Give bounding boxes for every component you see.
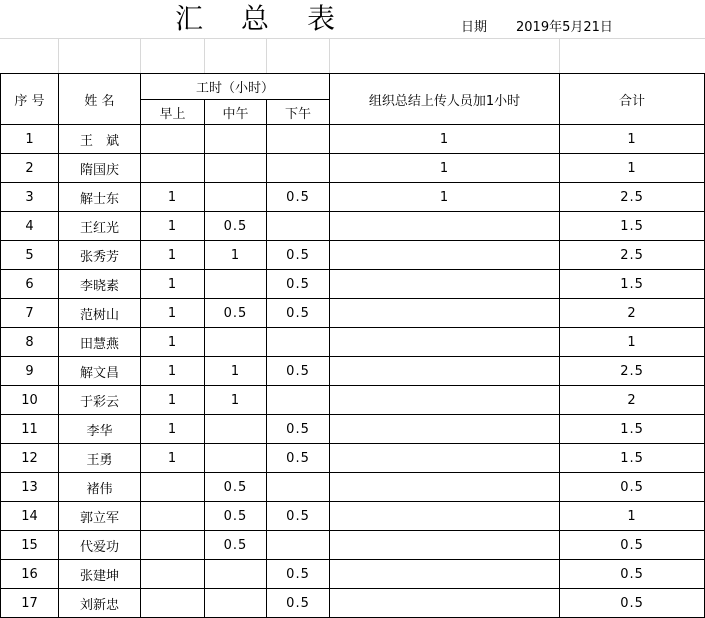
cell-seq[interactable]: 6: [1, 270, 59, 299]
cell-upload[interactable]: [330, 473, 560, 502]
gridline: [0, 38, 705, 39]
table-row: [1, 125, 705, 154]
cell-noon[interactable]: 0.5: [205, 299, 267, 328]
table-row: [1, 212, 705, 241]
cell-noon[interactable]: [205, 415, 267, 444]
cell-morning[interactable]: 1: [141, 328, 205, 357]
cell-upload[interactable]: [330, 531, 560, 560]
cell-name[interactable]: 王 斌: [59, 125, 141, 154]
cell-morning[interactable]: 1: [141, 444, 205, 473]
cell-total[interactable]: 1: [560, 154, 705, 183]
cell-upload[interactable]: [330, 357, 560, 386]
cell-upload[interactable]: [330, 270, 560, 299]
table-row: [1, 444, 705, 473]
cell-morning[interactable]: [141, 473, 205, 502]
table-row: [1, 473, 705, 502]
cell-morning[interactable]: 1: [141, 299, 205, 328]
cell-afternoon[interactable]: 0.5: [267, 444, 330, 473]
cell-total[interactable]: 2.5: [560, 357, 705, 386]
cell-noon[interactable]: 1: [205, 241, 267, 270]
cell-noon[interactable]: 0.5: [205, 212, 267, 241]
cell-total[interactable]: 2: [560, 386, 705, 415]
cell-upload[interactable]: [330, 444, 560, 473]
col-header-noon[interactable]: 中午: [205, 100, 267, 125]
cell-name[interactable]: 李华: [59, 415, 141, 444]
col-header-upload[interactable]: 组织总结上传人员加1小时: [330, 74, 560, 125]
cell-noon[interactable]: [205, 125, 267, 154]
cell-name[interactable]: 隋国庆: [59, 154, 141, 183]
cell-morning[interactable]: 1: [141, 241, 205, 270]
cell-seq[interactable]: 12: [1, 444, 59, 473]
cell-noon[interactable]: [205, 154, 267, 183]
cell-afternoon[interactable]: [267, 154, 330, 183]
table-row: [1, 183, 705, 212]
cell-afternoon[interactable]: [267, 473, 330, 502]
table-row: [1, 357, 705, 386]
cell-upload[interactable]: [330, 589, 560, 618]
cell-afternoon[interactable]: [267, 386, 330, 415]
page-title: 汇总表: [175, 2, 374, 35]
cell-total[interactable]: 0.5: [560, 473, 705, 502]
cell-name[interactable]: 郭立军: [59, 502, 141, 531]
table-row: [1, 415, 705, 444]
cell-name[interactable]: 代爱功: [59, 531, 141, 560]
cell-upload[interactable]: [330, 241, 560, 270]
cell-noon[interactable]: [205, 270, 267, 299]
col-header-name[interactable]: 姓 名: [59, 74, 141, 125]
cell-name[interactable]: 王红光: [59, 212, 141, 241]
gridline: [204, 38, 205, 73]
col-header-afternoon[interactable]: 下午: [267, 100, 330, 125]
cell-noon[interactable]: 0.5: [205, 473, 267, 502]
cell-seq[interactable]: 4: [1, 212, 59, 241]
cell-noon[interactable]: [205, 183, 267, 212]
cell-seq[interactable]: 16: [1, 560, 59, 589]
summary-table: [0, 73, 705, 618]
cell-morning[interactable]: [141, 531, 205, 560]
cell-noon[interactable]: 1: [205, 357, 267, 386]
col-header-hours[interactable]: 工时（小时）: [141, 74, 330, 100]
table-row: [1, 154, 705, 183]
cell-afternoon[interactable]: 0.5: [267, 299, 330, 328]
cell-name[interactable]: 张秀芳: [59, 241, 141, 270]
cell-name[interactable]: 范树山: [59, 299, 141, 328]
cell-afternoon[interactable]: 0.5: [267, 270, 330, 299]
cell-name[interactable]: 张建坤: [59, 560, 141, 589]
cell-name[interactable]: 田慧燕: [59, 328, 141, 357]
cell-total[interactable]: 2: [560, 299, 705, 328]
cell-seq[interactable]: 14: [1, 502, 59, 531]
cell-noon[interactable]: 0.5: [205, 531, 267, 560]
cell-upload[interactable]: 1: [330, 183, 560, 212]
cell-name[interactable]: 刘新忠: [59, 589, 141, 618]
cell-total[interactable]: 1.5: [560, 444, 705, 473]
cell-seq[interactable]: 10: [1, 386, 59, 415]
cell-upload[interactable]: [330, 212, 560, 241]
cell-noon[interactable]: [205, 444, 267, 473]
cell-afternoon[interactable]: 0.5: [267, 502, 330, 531]
gridline: [559, 38, 560, 73]
cell-total[interactable]: 0.5: [560, 560, 705, 589]
cell-afternoon[interactable]: [267, 328, 330, 357]
cell-afternoon[interactable]: 0.5: [267, 241, 330, 270]
cell-afternoon[interactable]: 0.5: [267, 357, 330, 386]
table-row: [1, 531, 705, 560]
cell-seq[interactable]: 3: [1, 183, 59, 212]
cell-morning[interactable]: 1: [141, 212, 205, 241]
cell-morning[interactable]: 1: [141, 357, 205, 386]
col-header-total[interactable]: 合计: [560, 74, 705, 125]
cell-total[interactable]: 1.5: [560, 270, 705, 299]
cell-noon[interactable]: 0.5: [205, 502, 267, 531]
cell-seq[interactable]: 11: [1, 415, 59, 444]
cell-total[interactable]: 1.5: [560, 415, 705, 444]
cell-seq[interactable]: 9: [1, 357, 59, 386]
cell-name[interactable]: 王勇: [59, 444, 141, 473]
title-row: [0, 0, 705, 38]
table-row: [1, 241, 705, 270]
cell-name[interactable]: 于彩云: [59, 386, 141, 415]
cell-morning[interactable]: 1: [141, 415, 205, 444]
cell-upload[interactable]: [330, 502, 560, 531]
col-header-morning[interactable]: 早上: [141, 100, 205, 125]
cell-total[interactable]: 0.5: [560, 589, 705, 618]
cell-name[interactable]: 解文昌: [59, 357, 141, 386]
cell-noon[interactable]: [205, 560, 267, 589]
table-row: [1, 328, 705, 357]
gridline: [58, 38, 59, 73]
cell-name[interactable]: 褚伟: [59, 473, 141, 502]
cell-seq[interactable]: 8: [1, 328, 59, 357]
cell-upload[interactable]: 1: [330, 154, 560, 183]
cell-afternoon[interactable]: [267, 531, 330, 560]
gridline: [329, 38, 330, 73]
cell-total[interactable]: 2.5: [560, 241, 705, 270]
cell-upload[interactable]: [330, 328, 560, 357]
cell-total[interactable]: 1: [560, 502, 705, 531]
cell-seq[interactable]: 2: [1, 154, 59, 183]
cell-upload[interactable]: [330, 386, 560, 415]
date-label: 日期: [461, 20, 488, 35]
cell-total[interactable]: 1: [560, 328, 705, 357]
table-row: [1, 270, 705, 299]
cell-morning[interactable]: 1: [141, 386, 205, 415]
cell-afternoon[interactable]: 0.5: [267, 183, 330, 212]
cell-name[interactable]: 李晓素: [59, 270, 141, 299]
cell-morning[interactable]: [141, 589, 205, 618]
col-header-seq[interactable]: 序 号: [1, 74, 59, 125]
cell-noon[interactable]: [205, 328, 267, 357]
cell-morning[interactable]: 1: [141, 270, 205, 299]
cell-afternoon[interactable]: 0.5: [267, 560, 330, 589]
cell-seq[interactable]: 1: [1, 125, 59, 154]
cell-morning[interactable]: 1: [141, 183, 205, 212]
cell-seq[interactable]: 13: [1, 473, 59, 502]
cell-noon[interactable]: [205, 589, 267, 618]
date-value: 2019年5月21日: [516, 20, 613, 35]
cell-name[interactable]: 解士东: [59, 183, 141, 212]
cell-total[interactable]: 2.5: [560, 183, 705, 212]
gridline: [140, 38, 141, 73]
cell-upload[interactable]: [330, 560, 560, 589]
cell-morning[interactable]: [141, 154, 205, 183]
cell-afternoon[interactable]: 0.5: [267, 589, 330, 618]
cell-seq[interactable]: 17: [1, 589, 59, 618]
cell-total[interactable]: 0.5: [560, 531, 705, 560]
cell-morning[interactable]: [141, 125, 205, 154]
table-row: [1, 299, 705, 328]
cell-total[interactable]: 1: [560, 125, 705, 154]
cell-afternoon[interactable]: 0.5: [267, 415, 330, 444]
cell-morning[interactable]: [141, 560, 205, 589]
cell-noon[interactable]: 1: [205, 386, 267, 415]
cell-morning[interactable]: [141, 502, 205, 531]
cell-seq[interactable]: 5: [1, 241, 59, 270]
table-row: [1, 560, 705, 589]
cell-total[interactable]: 1.5: [560, 212, 705, 241]
cell-upload[interactable]: [330, 299, 560, 328]
cell-afternoon[interactable]: [267, 125, 330, 154]
cell-seq[interactable]: 15: [1, 531, 59, 560]
gridline: [266, 38, 267, 73]
cell-upload[interactable]: 1: [330, 125, 560, 154]
table-body: [1, 125, 705, 618]
cell-upload[interactable]: [330, 415, 560, 444]
cell-seq[interactable]: 7: [1, 299, 59, 328]
table-row: [1, 589, 705, 618]
table-row: [1, 386, 705, 415]
table-row: [1, 502, 705, 531]
cell-afternoon[interactable]: [267, 212, 330, 241]
